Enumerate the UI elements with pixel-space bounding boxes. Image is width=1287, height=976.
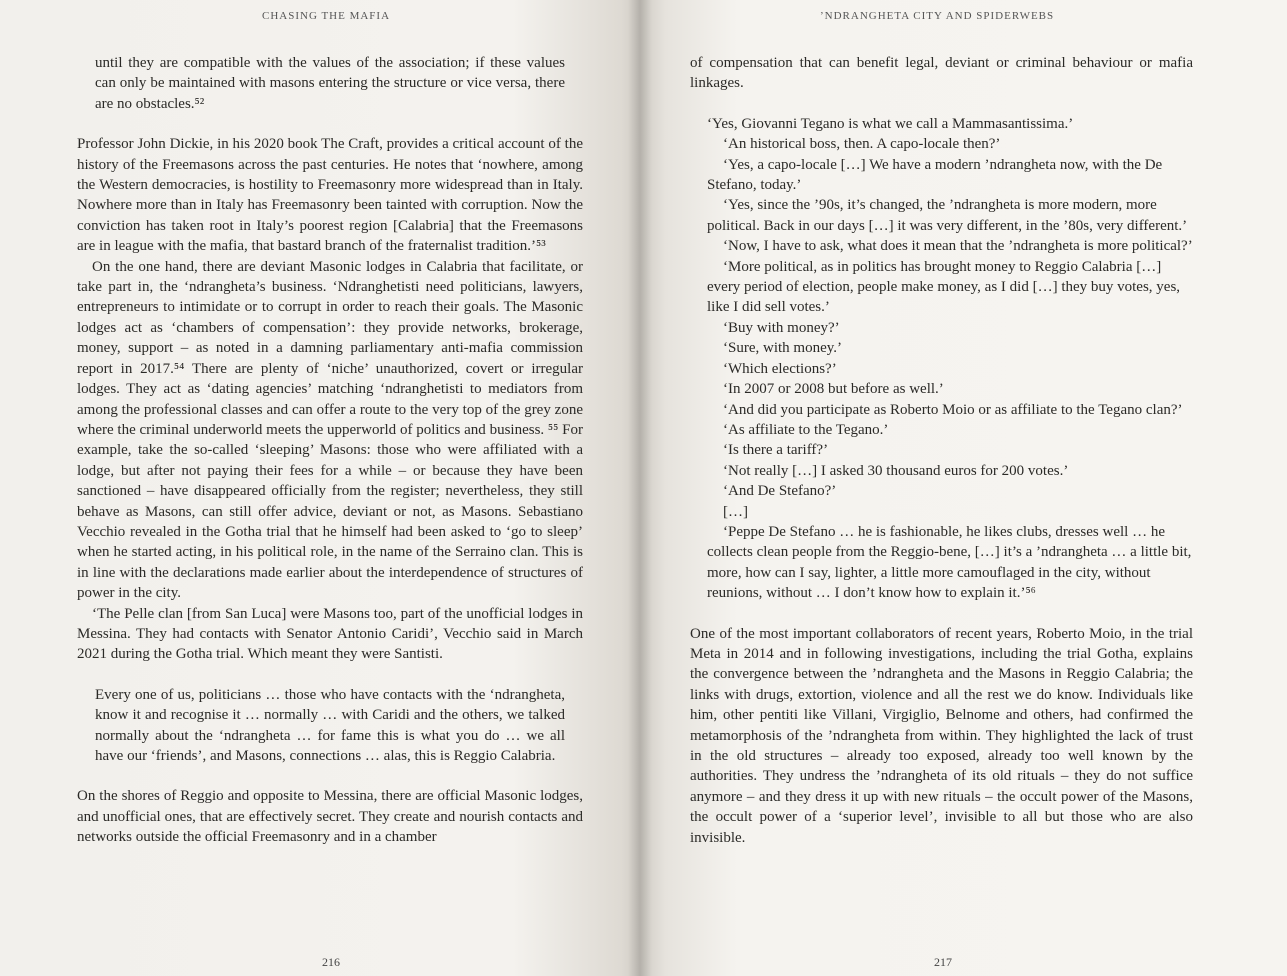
running-head-right: ’NDRANGHETA CITY AND SPIDERWEBS xyxy=(820,10,1055,22)
dialogue-line: […] xyxy=(723,503,748,520)
dialogue-line: ‘Not really […] I asked 30 thousand euros for 200 votes.’ xyxy=(723,462,1069,479)
paragraph: of compensation that can benefit legal, deviant or criminal behaviour or mafia linkages. xyxy=(690,55,1193,92)
dialogue-line: ‘An historical boss, then. A capo-locale then?’ xyxy=(723,136,1001,153)
paragraph: Professor John Dickie, in his 2020 book The Craft, provides a critical account of the history of the Freemasons across the past centuries. He notes that ‘nowhere, among the Western democracies, is hostility to Freemasonry more widespread than in Italy. Nowhere more than in Italy has Freemasonry been tainted with corruption. Now the conviction has taken root in Italy’s poorest region [Calabria] that the Freemasons are in league with the mafia, that bastard branch of the fraternalist tradition.’⁵³ xyxy=(77,136,583,255)
book-gutter xyxy=(628,0,652,976)
dialogue-line: ‘In 2007 or 2008 but before as well.’ xyxy=(723,381,944,398)
block-quote-top: until they are compatible with the values of the association; if these values can only be maintained with masons entering the structure or vice versa, there are no obstacles.⁵² xyxy=(95,55,565,112)
page-number-left: 216 xyxy=(322,955,340,969)
running-head-left: CHASING THE MAFIA xyxy=(262,10,391,22)
dialogue-line: ‘Yes, a capo-locale […] We have a modern ’ndrangheta now, with the De Stefano, today.’ xyxy=(707,156,1163,194)
block-quote: Every one of us, politicians … those who have contacts with the ‘ndrangheta, know it and recognise it … normally … with Caridi and the others, we talked normally about the ‘ndrangheta … for fame this is what you do … we all have our ‘friends’, and Masons, connections … alas, this is Reggio Calabria. xyxy=(95,686,565,764)
dialogue-line: ‘As affiliate to the Tegano.’ xyxy=(723,421,889,438)
paragraph: One of the most important collaborators of recent years, Roberto Moio, in the trial Meta in 2014 and in following investigations, including the trial Gotha, explains the convergence between the ’ndrangheta and the Masons in Reggio Calabria; the links with drugs, extortion, violence and all the rest we do know. Individuals like him, other pentiti like Villani, Virgiglio, Belnome and others, had confirmed the metamorphosis of the ’ndrangheta from within. They highlighted the lack of trust in the old structures – already too exposed, already too well known by the authorities. They undress the ’ndrangheta of its old rituals – they do not suffice anymore – and they dress it up with new rituals – the occult power of the Masons, the occult power of a ‘superior level’, invisible to all but those who are also invisible. xyxy=(690,625,1193,846)
paragraph: ‘The Pelle clan [from San Luca] were Masons too, part of the unofficial lodges in Messina. They had contacts with Senator Antonio Caridi’, Vecchio said in March 2021 during the Gotha trial. Which meant they were Santisti. xyxy=(77,605,583,663)
dialogue-line: ‘Now, I have to ask, what does it mean that the ’ndrangheta is more political?’ xyxy=(723,238,1193,255)
dialogue-line: ‘Buy with money?’ xyxy=(723,319,840,336)
dialogue-line: ‘Sure, with money.’ xyxy=(723,340,843,357)
page-number-right: 217 xyxy=(934,955,952,969)
dialogue-line: ‘Yes, Giovanni Tegano is what we call a Mammasantissima.’ xyxy=(707,115,1074,132)
dialogue-line: ‘Is there a tariff?’ xyxy=(723,442,829,459)
left-page-body xyxy=(77,53,583,848)
right-page-body xyxy=(690,53,1193,848)
dialogue-line: ‘Yes, since the ’90s, it’s changed, the ’ndrangheta is more modern, more political. Back in our days […] it was very different, in the ’80s, very different.’ xyxy=(707,197,1188,234)
paragraph: On the shores of Reggio and opposite to Messina, there are official Masonic lodges, and unofficial ones, that are effectively secret. They create and nourish contacts and networks outside the official Freemasonry and in a chamber xyxy=(77,788,583,846)
dialogue-line: ‘And did you participate as Roberto Moio or as affiliate to the Tegano clan?’ xyxy=(723,401,1183,418)
right-page xyxy=(640,0,1287,976)
dialogue-line: ‘And De Stefano?’ xyxy=(723,483,837,500)
dialogue-line: ‘More political, as in politics has brought money to Reggio Calabria […] every period of election, people make money, as I did […] they buy votes, yes, like I did sell votes.’ xyxy=(707,258,1181,316)
left-page xyxy=(0,0,640,976)
dialogue-line: ‘Peppe De Stefano … he is fashionable, he likes clubs, dresses well … he collects clean people from the Reggio-bene, […] it’s a ’ndrangheta … a little bit, more, how can I say, lighter, a little more camouflaged in the city, without reunions, without … I don’t know how to explain it.’⁵⁶ xyxy=(707,523,1192,602)
paragraph: On the one hand, there are deviant Masonic lodges in Calabria that facilitate, or take part in, the ‘ndrangheta’s business. ‘Ndranghetisti need politicians, lawyers, entrepreneurs to intimidate or to corrupt in order to reach their goals. The Masonic lodges act as ‘chambers of compensation’: they provide networks, brokerage, money, support – as noted in a damning parliamentary anti-mafia commission report in 2017.⁵⁴ There are plenty of ‘niche’ unauthorized, covert or irregular lodges. They act as ‘dating agencies’ matching ‘ndranghetisti to mediators from among the professional classes and can offer a route to the very top of the grey zone where the criminal underworld meets the upperworld of politics and business. ⁵⁵ For example, take the so-called ‘sleeping’ Masons: those who were affiliated with a lodge, but after not paying their fees for a while – or because they have been sanctioned – have disappeared officially from the register; nevertheless, they still behave as Masons, can still offer advice, deviant or not, as Masons. Sebastiano Vecchio revealed in the Gotha trial that he himself had been asked to ‘go to sleep’ when he started acting, in his political role, in the name of the Serraino clan. This is in line with the declarations made earlier about the interdependence of structures of power in the city. xyxy=(77,258,583,602)
dialogue-line: ‘Which elections?’ xyxy=(723,360,837,377)
